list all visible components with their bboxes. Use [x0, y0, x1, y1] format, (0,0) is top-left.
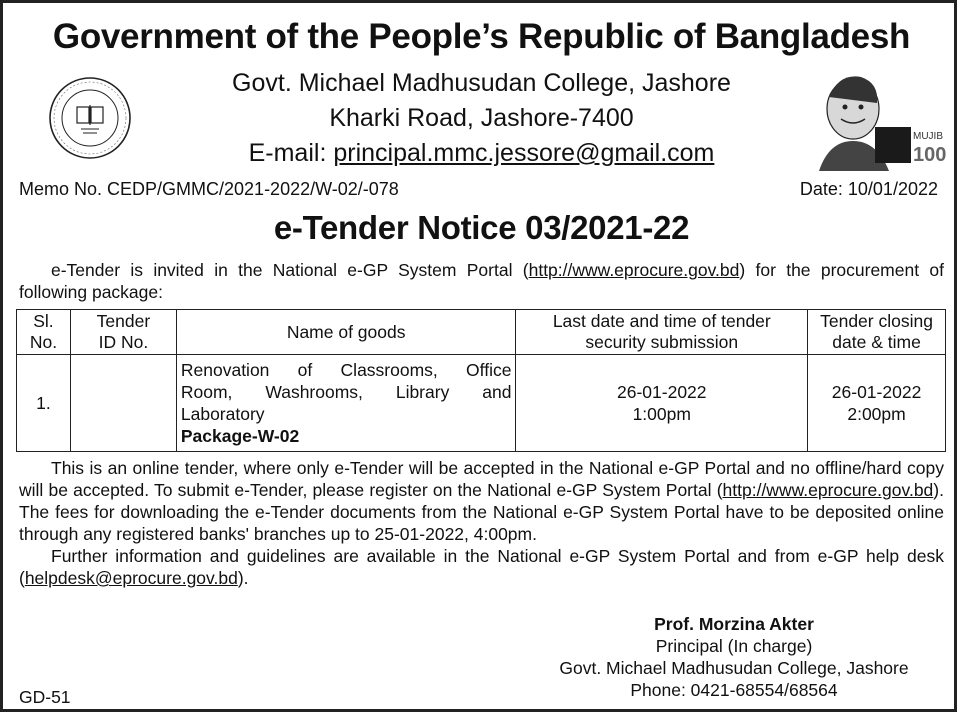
college-address: Kharki Road, Jashore-7400	[329, 104, 634, 132]
gd-code: GD-51	[19, 687, 71, 707]
header-last-date: Last date and time of tender security submission	[516, 310, 808, 355]
signatory-phone: Phone: 0421-68554/68564	[630, 680, 838, 700]
header-closing-date: Tender closing date & time	[808, 310, 946, 355]
tender-table	[16, 309, 946, 452]
signature-block	[549, 613, 919, 701]
hundred-text: 100	[913, 144, 947, 166]
intro-paragraph: e-Tender is invited in the National e-GP System Portal (http://www.eprocure.gov.bd) for the procurement of following package:	[19, 260, 944, 302]
helpdesk-email-link[interactable]: helpdesk@eprocure.gov.bd	[24, 568, 238, 588]
mujib-100-portrait-logo	[809, 67, 947, 171]
college-seal-logo	[47, 75, 133, 161]
notice-title: e-Tender Notice 03/2021-22	[273, 209, 690, 246]
memo-number: Memo No. CEDP/GMMC/2021-2022/W-02/-078	[19, 179, 399, 199]
mujib-text: MUJIB	[913, 131, 943, 142]
table-row	[17, 355, 946, 452]
table-header-row	[17, 310, 946, 355]
email-label: E-mail:	[248, 139, 334, 167]
cell-security-submission: 26-01-2022 1:00pm	[516, 355, 808, 452]
header-sl: Sl. No.	[17, 310, 71, 355]
cell-sl: 1.	[17, 355, 71, 452]
college-name: Govt. Michael Madhusudan College, Jashore	[232, 69, 731, 97]
cell-tender-id	[70, 355, 176, 452]
government-title: Government of the People’s Republic of Bangladesh	[52, 17, 911, 56]
notice-date: Date: 10/01/2022	[799, 179, 938, 199]
signatory-designation: Principal (In charge)	[655, 636, 813, 656]
eprocure-link[interactable]: http://www.eprocure.gov.bd	[528, 260, 740, 280]
header-goods: Name of goods	[176, 310, 516, 355]
signatory-institution: Govt. Michael Madhusudan College, Jashore	[559, 658, 909, 678]
cell-closing: 26-01-2022 2:00pm	[808, 355, 946, 452]
eprocure-link-2[interactable]: http://www.eprocure.gov.bd	[722, 480, 934, 500]
instructions-paragraph-2: Further information and guidelines are available in the National e-GP System Portal and from e-GP help desk (helpdesk@eprocure.gov.bd).	[19, 546, 944, 588]
instructions-paragraph-1: This is an online tender, where only e-Tender will be accepted in the National e-GP Portal and no offline/hard copy will be accepted. To submit e-Tender, please register on the National e-GP System Portal (http://www.eprocure.gov.bd). The fees for downloading the e-Tender documents from the National e-GP System Portal have to be deposited online through any registered banks' branches up to 25-01-2022, 4:00pm.	[19, 458, 944, 544]
signatory-name: Prof. Morzina Akter	[654, 614, 814, 634]
email-link[interactable]: principal.mmc.jessore@gmail.com	[333, 139, 715, 167]
instructions	[19, 457, 944, 589]
header-tender-id: Tender ID No.	[70, 310, 176, 355]
cell-goods: Renovation of Classrooms, Office Room, Washrooms, Library and Laboratory Package-W-02	[176, 355, 516, 452]
package-label: Package-W-02	[180, 426, 300, 446]
